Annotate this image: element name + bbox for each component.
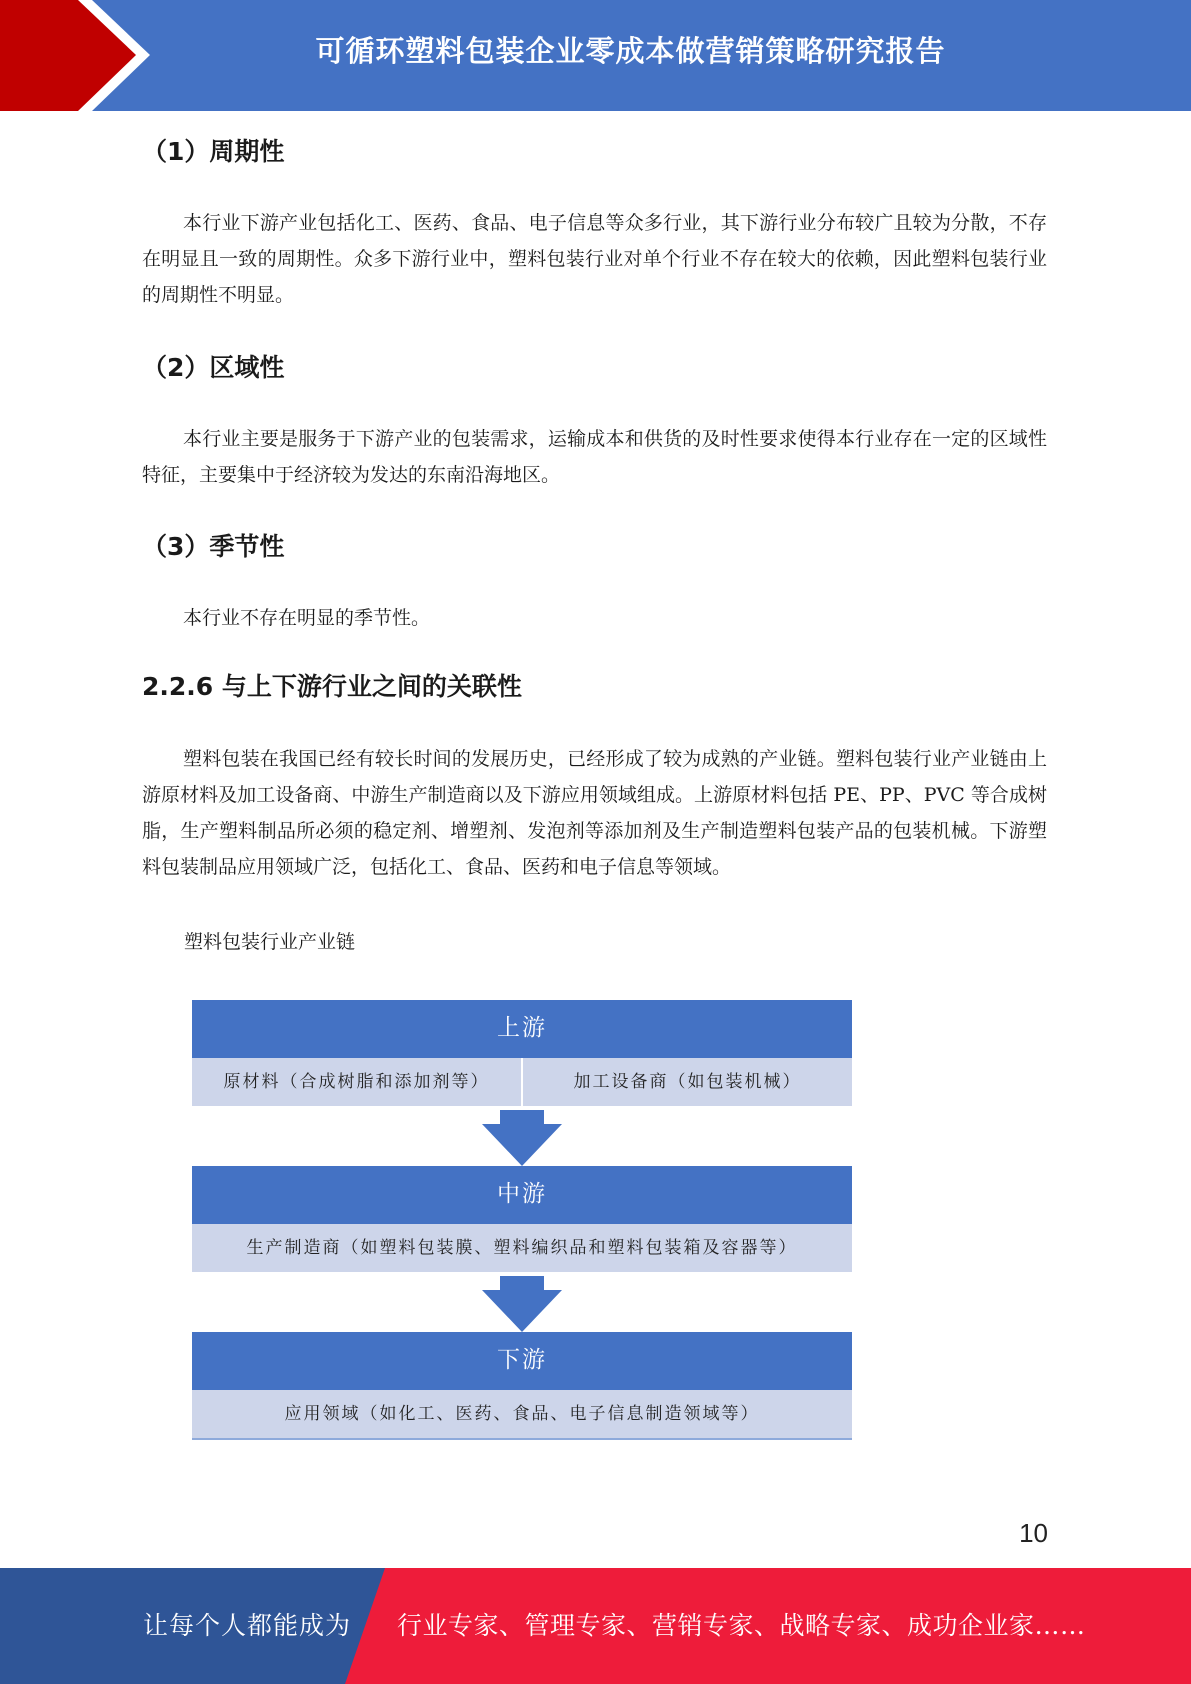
page-number: 10 (1019, 1518, 1048, 1548)
midstream-item-manufacturers: 生产制造商（如塑料包装膜、塑料编织品和塑料包装箱及容器等） (246, 1238, 798, 1258)
footer-slogan-right: 行业专家、管理专家、营销专家、战略专家、成功企业家…… (397, 1611, 1086, 1640)
section-heading-chain: 2.2.6 与上下游行业之间的关联性 (142, 672, 522, 701)
downstream-item-applications: 应用领域（如化工、医药、食品、电子信息制造领域等） (284, 1404, 760, 1424)
paragraph-seasonal: 本行业不存在明显的季节性。 (183, 607, 431, 629)
page-footer (0, 1568, 1191, 1684)
midstream-body (192, 1224, 852, 1272)
upstream-item-equipment: 加工设备商（如包装机械） (521, 1058, 852, 1106)
header-arrow-decoration (0, 0, 160, 111)
paragraph-chain: 塑料包装在我国已经有较长时间的发展历史，已经形成了较为成熟的产业链。塑料包装行业产业链由上游原材料及加工设备商、中游生产制造商以及下游应用领域组成。上游原材料包括 PE、PP、PVC 等合成树脂，生产塑料制品所必须的稳定剂、增塑剂、发泡剂等添加剂及生产制造塑料包装产品的包装机械。下游塑料包装制品应用领域广泛，包括化工、食品、医药和电子信息等领域。 (142, 748, 1047, 878)
page-header (0, 0, 1191, 111)
paragraph-regional: 本行业主要是服务于下游产业的包装需求，运输成本和供货的及时性要求使得本行业存在一定的区域性特征，主要集中于经济较为发达的东南沿海地区。 (142, 428, 1047, 486)
industry-chain-diagram (192, 1000, 852, 1442)
upstream-item-raw-materials: 原材料（合成树脂和添加剂等） (223, 1072, 490, 1092)
report-title: 可循环塑料包装企业零成本做营销策略研究报告 (315, 34, 946, 68)
figure-caption: 塑料包装行业产业链 (184, 931, 356, 953)
heading-seasonal: （3）季节性 (142, 532, 285, 561)
heading-cyclical: （1）周期性 (142, 137, 285, 166)
upstream-body (192, 1058, 852, 1106)
down-arrow-icon (482, 1110, 562, 1166)
footer-slogan-left: 让每个人都能成为 (143, 1611, 352, 1640)
downstream-title: 下游 (192, 1332, 852, 1390)
downstream-body (192, 1390, 852, 1440)
paragraph-cyclical: 本行业下游产业包括化工、医药、食品、电子信息等众多行业，其下游行业分布较广且较为分散，不存在明显且一致的周期性。众多下游行业中，塑料包装行业对单个行业不存在较大的依赖，因此塑料包装行业的周期性不明显。 (142, 212, 1047, 306)
upstream-title: 上游 (192, 1000, 852, 1058)
midstream-title: 中游 (192, 1166, 852, 1224)
heading-regional: （2）区域性 (142, 353, 285, 382)
down-arrow-icon (482, 1276, 562, 1332)
